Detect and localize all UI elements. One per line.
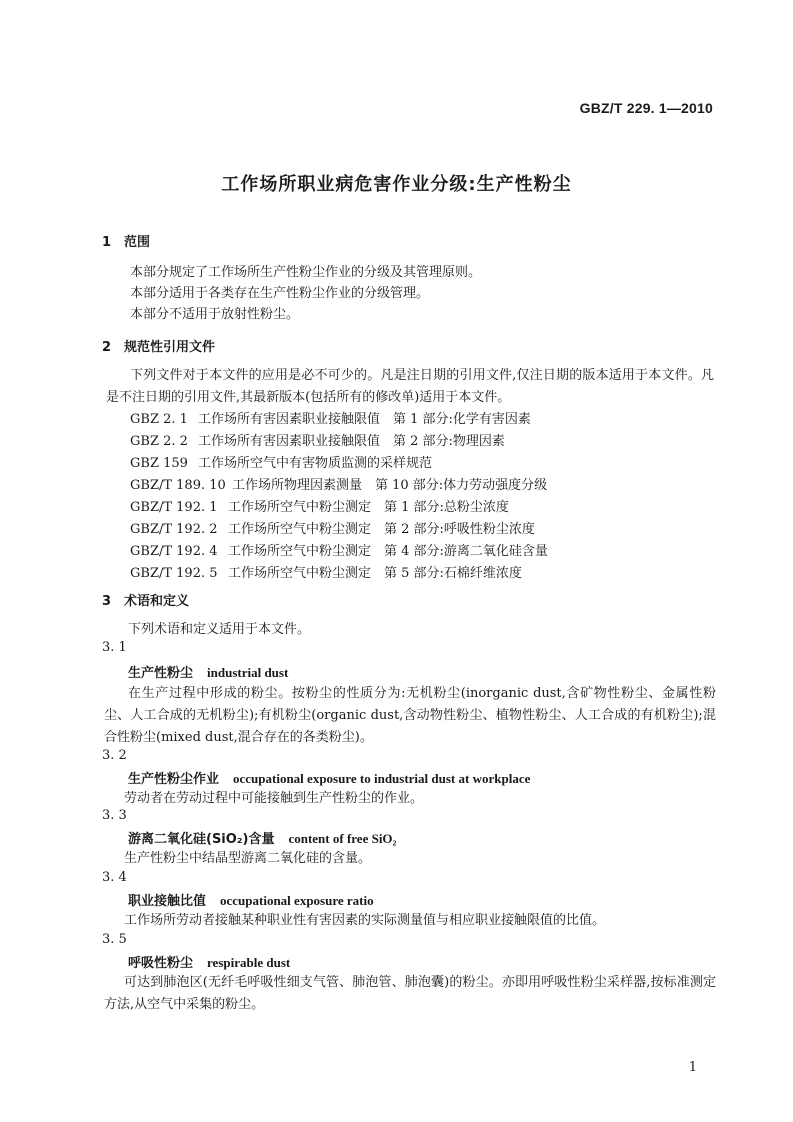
term-zh: 游离二氧化硅(SiO₂)含量 <box>128 832 275 847</box>
term-zh: 生产性粉尘作业 <box>128 772 220 787</box>
term-zh: 呼吸性粉尘 <box>128 956 194 971</box>
scope-paragraph: 本部分规定了工作场所生产性粉尘作业的分级及其管理原则。 <box>130 265 482 280</box>
section-title: 范围 <box>124 235 151 250</box>
clause-number: 3. 1 <box>102 640 127 655</box>
term-heading <box>128 952 290 971</box>
page-title: 工作场所职业病危害作业分级:生产性粉尘 <box>221 174 572 195</box>
reference-title: 工作场所空气中粉尘测定 第 4 部分:游离二氧化硅含量 <box>228 544 548 559</box>
term-zh: 职业接触比值 <box>128 894 207 909</box>
reference-item <box>130 408 531 427</box>
section-heading-normative-references <box>102 336 215 355</box>
term-heading <box>128 828 396 847</box>
term-en: content of free SiO₂ <box>288 831 397 846</box>
reference-code: GBZ/T 189. 10 <box>130 478 226 493</box>
references-intro: 下列文件对于本文件的应用是必不可少的。凡是注日期的引用文件,仅注日期的版本适用于本文件。凡是不注日期的引用文件,其最新版本(包括所有的修改单)适用于本文件。 <box>106 368 714 405</box>
reference-item <box>130 430 505 449</box>
reference-title: 工作场所空气中粉尘测定 第 1 部分:总粉尘浓度 <box>228 500 509 515</box>
term-zh: 生产性粉尘 <box>128 666 194 681</box>
section-heading-scope <box>102 231 150 250</box>
reference-item <box>130 562 522 581</box>
term-definition: 可达到肺泡区(无纤毛呼吸性细支气管、肺泡管、肺泡囊)的粉尘。亦即用呼吸性粉尘采样器,按标准测定方法,从空气中采集的粉尘。 <box>104 975 716 1012</box>
term-definition: 工作场所劳动者接触某种职业性有害因素的实际测量值与相应职业接触限值的比值。 <box>124 913 606 928</box>
term-definition: 在生产过程中形成的粉尘。按粉尘的性质分为:无机粉尘(inorganic dust,含矿物性粉尘、金属性粉尘、人工合成的无机粉尘);有机粉尘(organic dust,含动物性粉尘、植物性粉尘、人工合成的有机粉尘);混合性粉尘(mixed dust,混合存在的各类粉尘)。 <box>104 686 716 745</box>
clause-number: 3. 4 <box>102 870 127 885</box>
scope-paragraph: 本部分不适用于放射性粉尘。 <box>130 307 300 322</box>
clause-number: 3. 5 <box>102 932 127 947</box>
reference-item <box>130 452 432 471</box>
standard-code: GBZ/T 229. 1—2010 <box>579 100 713 116</box>
reference-code: GBZ 159 <box>130 456 188 471</box>
section-number: 3 <box>102 594 112 609</box>
term-heading <box>128 890 374 909</box>
term-en: respirable dust <box>207 955 291 970</box>
reference-item <box>130 540 548 559</box>
term-definition: 生产性粉尘中结晶型游离二氧化硅的含量。 <box>124 851 372 866</box>
page-number: 1 <box>688 1060 697 1075</box>
reference-title: 工作场所空气中粉尘测定 第 2 部分:呼吸性粉尘浓度 <box>228 522 535 537</box>
section-title: 规范性引用文件 <box>124 340 216 355</box>
term-en: occupational exposure to industrial dust at workplace <box>233 771 531 786</box>
section-number: 1 <box>102 235 112 250</box>
reference-code: GBZ 2. 1 <box>130 412 188 427</box>
reference-code: GBZ/T 192. 4 <box>130 544 218 559</box>
term-heading <box>128 768 530 787</box>
reference-code: GBZ/T 192. 2 <box>130 522 218 537</box>
scope-paragraph: 本部分适用于各类存在生产性粉尘作业的分级管理。 <box>130 286 430 301</box>
reference-item <box>130 496 509 515</box>
section-heading-terms-definitions <box>102 590 189 609</box>
section-title: 术语和定义 <box>124 594 190 609</box>
reference-item <box>130 474 547 493</box>
reference-title: 工作场所空气中有害物质监测的采样规范 <box>198 456 433 471</box>
reference-item <box>130 518 535 537</box>
reference-title: 工作场所有害因素职业接触限值 第 1 部分:化学有害因素 <box>198 412 531 427</box>
terms-intro: 下列术语和定义适用于本文件。 <box>128 622 311 637</box>
clause-number: 3. 3 <box>102 808 127 823</box>
reference-code: GBZ/T 192. 5 <box>130 566 218 581</box>
section-number: 2 <box>102 340 112 355</box>
term-en: occupational exposure ratio <box>220 893 374 908</box>
reference-title: 工作场所物理因素测量 第 10 部分:体力劳动强度分级 <box>232 478 548 493</box>
clause-number: 3. 2 <box>102 748 127 763</box>
reference-code: GBZ/T 192. 1 <box>130 500 218 515</box>
reference-code: GBZ 2. 2 <box>130 434 188 449</box>
reference-title: 工作场所有害因素职业接触限值 第 2 部分:物理因素 <box>198 434 505 449</box>
term-definition: 劳动者在劳动过程中可能接触到生产性粉尘的作业。 <box>124 791 424 806</box>
term-heading <box>128 662 288 681</box>
reference-title: 工作场所空气中粉尘测定 第 5 部分:石棉纤维浓度 <box>228 566 522 581</box>
term-en: industrial dust <box>207 665 289 680</box>
